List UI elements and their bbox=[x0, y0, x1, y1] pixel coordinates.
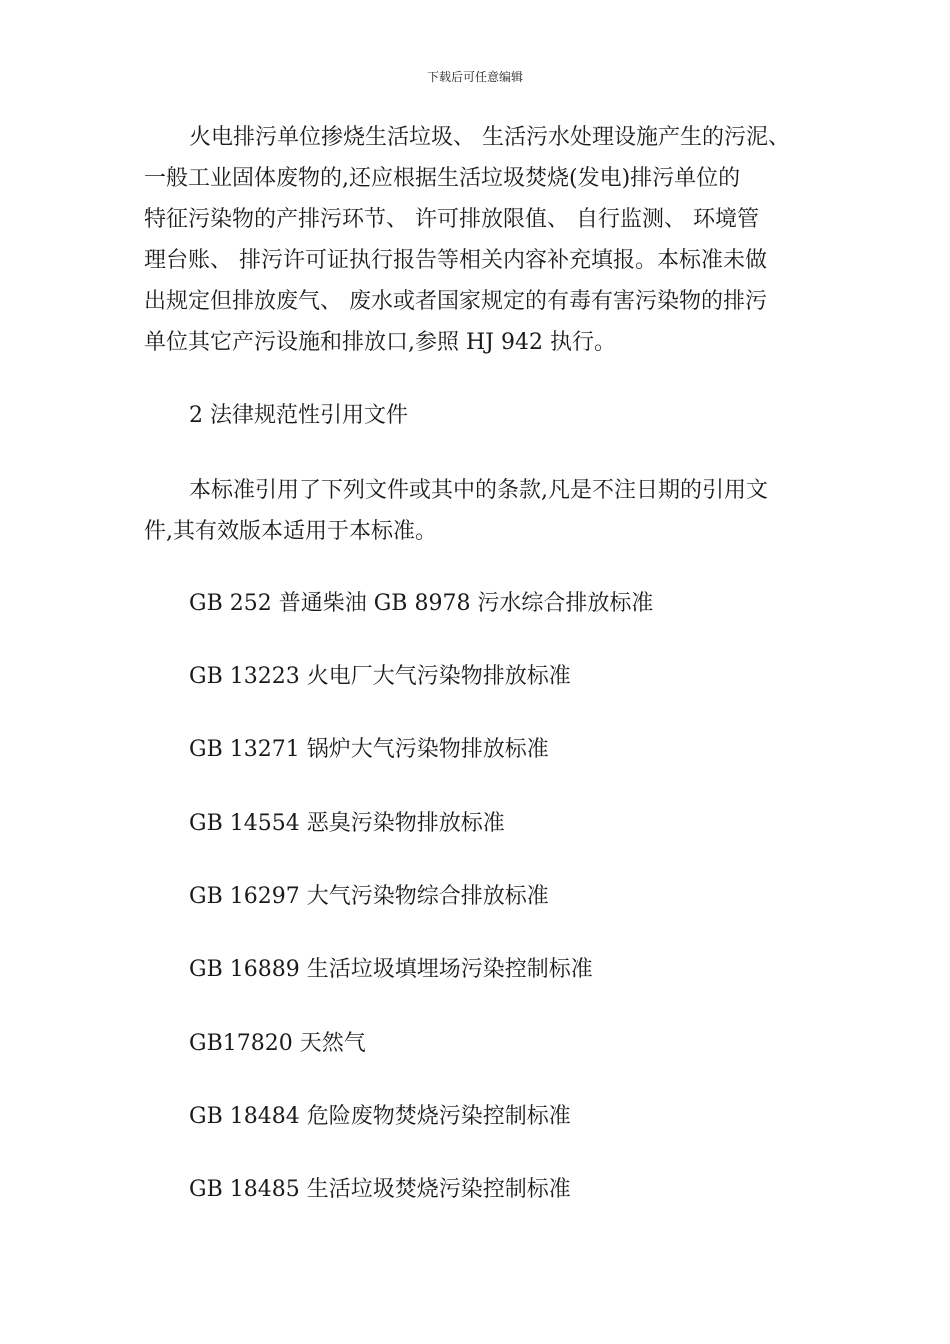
reference-item: GB 252 普通柴油 GB 8978 污水综合排放标准 bbox=[189, 591, 654, 616]
paragraph-line: 特征污染物的产排污环节、 许可排放限值、 自行监测、 环境管 bbox=[144, 207, 759, 232]
paragraph-line: 件,其有效版本适用于本标准。 bbox=[144, 519, 437, 544]
paragraph-line: 火电排污单位掺烧生活垃圾、 生活污水处理设施产生的污泥、 bbox=[189, 125, 790, 150]
reference-item: GB 16889 生活垃圾填埋场污染控制标准 bbox=[189, 957, 593, 982]
paragraph-line: 理台账、 排污许可证执行报告等相关内容补充填报。本标准未做 bbox=[144, 248, 767, 273]
paragraph-line: 出规定但排放废气、 废水或者国家规定的有毒有害污染物的排污 bbox=[144, 289, 767, 314]
section-heading: 2 法律规范性引用文件 bbox=[189, 403, 408, 428]
paragraph-line: 本标准引用了下列文件或其中的条款,凡是不注日期的引用文 bbox=[189, 478, 768, 503]
paragraph-line: 单位其它产污设施和排放口,参照 HJ 942 执行。 bbox=[144, 330, 616, 355]
reference-item: GB 18485 生活垃圾焚烧污染控制标准 bbox=[189, 1177, 571, 1202]
reference-item: GB 13271 锅炉大气污染物排放标准 bbox=[189, 737, 549, 762]
paragraph-scope-note bbox=[144, 117, 808, 363]
paragraph-references-intro bbox=[144, 470, 808, 552]
page-header: 下载后可任意编辑 bbox=[426, 70, 523, 84]
reference-item: GB 16297 大气污染物综合排放标准 bbox=[189, 884, 549, 909]
reference-item: GB 13223 火电厂大气污染物排放标准 bbox=[189, 664, 571, 689]
reference-item: GB17820 天然气 bbox=[189, 1031, 366, 1056]
reference-item: GB 18484 危险废物焚烧污染控制标准 bbox=[189, 1104, 571, 1129]
reference-item: GB 14554 恶臭污染物排放标准 bbox=[189, 811, 505, 836]
paragraph-line: 一般工业固体废物的,还应根据生活垃圾焚烧(发电)排污单位的 bbox=[144, 166, 741, 191]
